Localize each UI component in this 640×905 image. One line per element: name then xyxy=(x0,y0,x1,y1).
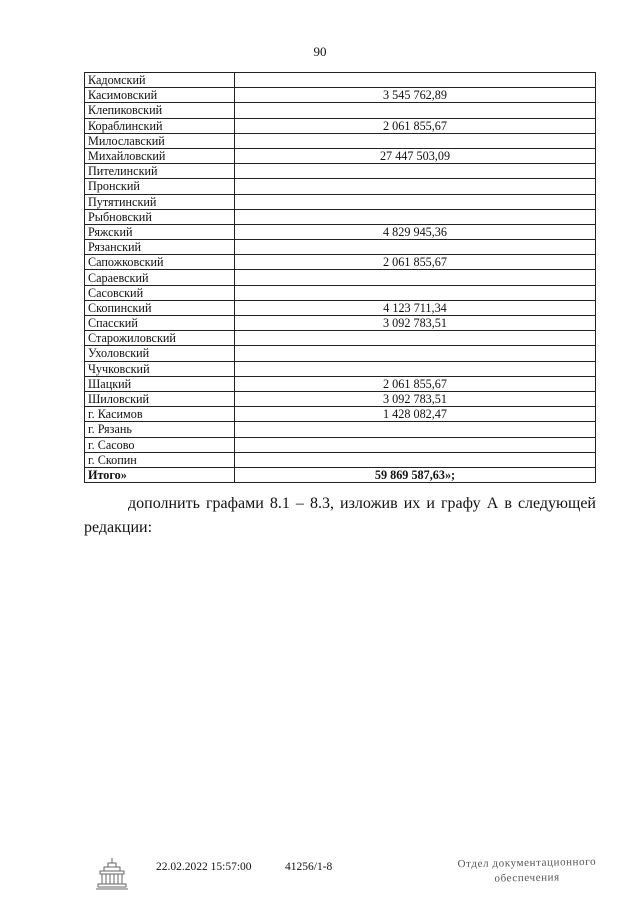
table-row xyxy=(85,88,596,103)
district-name-cell: Михайловский xyxy=(85,148,235,163)
district-name-cell: Ухоловский xyxy=(85,346,235,361)
table-body xyxy=(85,73,596,483)
department-stamp xyxy=(442,855,612,888)
district-name-cell: г. Скопин xyxy=(85,452,235,467)
amendment-paragraph xyxy=(84,492,596,540)
table-row xyxy=(85,376,596,391)
district-name-cell: Итого» xyxy=(85,467,235,482)
amount-cell: 59 869 587,63»; xyxy=(235,467,596,482)
table-row xyxy=(85,407,596,422)
amount-cell xyxy=(235,103,596,118)
paragraph-text: дополнить графами 8.1 – 8.3, изложив их и графу А в следующей редакции: xyxy=(84,495,596,536)
district-name-cell: г. Рязань xyxy=(85,422,235,437)
amount-cell: 2 061 855,67 xyxy=(235,255,596,270)
amount-cell: 27 447 503,09 xyxy=(235,148,596,163)
district-name-cell: Пронский xyxy=(85,179,235,194)
district-name-cell: Пителинский xyxy=(85,164,235,179)
amount-cell: 2 061 855,67 xyxy=(235,376,596,391)
amount-cell xyxy=(235,194,596,209)
amount-cell xyxy=(235,285,596,300)
table-row xyxy=(85,346,596,361)
district-name-cell: Старожиловский xyxy=(85,331,235,346)
table-row xyxy=(85,422,596,437)
footer-doc-number: 41256/1-8 xyxy=(285,861,333,873)
district-name-cell: Рязанский xyxy=(85,240,235,255)
district-name-cell: Чучковский xyxy=(85,361,235,376)
amount-cell xyxy=(235,361,596,376)
amount-cell xyxy=(235,179,596,194)
table-row xyxy=(85,240,596,255)
district-name-cell: Сараевский xyxy=(85,270,235,285)
table-row xyxy=(85,361,596,376)
stamp-line-1: Отдел документационного xyxy=(457,855,597,871)
stamp-line-2: обеспечения xyxy=(494,871,560,885)
district-name-cell: Ряжский xyxy=(85,224,235,239)
table-row xyxy=(85,391,596,406)
district-name-cell: Кораблинский xyxy=(85,118,235,133)
district-name-cell: Путятинский xyxy=(85,194,235,209)
table-row xyxy=(85,133,596,148)
table-row xyxy=(85,300,596,315)
footer-datetime: 22.02.2022 15:57:00 xyxy=(156,861,252,873)
district-name-cell: Кадомский xyxy=(85,73,235,88)
amount-cell xyxy=(235,240,596,255)
district-name-cell: Шиловский xyxy=(85,391,235,406)
table-row xyxy=(85,316,596,331)
table-row xyxy=(85,73,596,88)
amount-cell: 3 092 783,51 xyxy=(235,316,596,331)
district-name-cell: Клепиковский xyxy=(85,103,235,118)
table-row xyxy=(85,224,596,239)
building-emblem-icon xyxy=(92,854,132,894)
amount-cell xyxy=(235,270,596,285)
amount-cell xyxy=(235,346,596,361)
amount-cell: 2 061 855,67 xyxy=(235,118,596,133)
table-row xyxy=(85,285,596,300)
table-row xyxy=(85,437,596,452)
budget-table xyxy=(84,72,596,483)
amount-cell xyxy=(235,133,596,148)
amount-cell xyxy=(235,422,596,437)
district-name-cell: Милославский xyxy=(85,133,235,148)
amount-cell xyxy=(235,209,596,224)
amount-cell xyxy=(235,331,596,346)
district-name-cell: Касимовский xyxy=(85,88,235,103)
district-name-cell: Скопинский xyxy=(85,300,235,315)
table-row xyxy=(85,194,596,209)
table-row xyxy=(85,255,596,270)
amount-cell xyxy=(235,73,596,88)
amount-cell xyxy=(235,164,596,179)
amount-cell xyxy=(235,452,596,467)
district-name-cell: Шацкий xyxy=(85,376,235,391)
table-row xyxy=(85,331,596,346)
table-row xyxy=(85,270,596,285)
table-row xyxy=(85,209,596,224)
district-name-cell: Сасовский xyxy=(85,285,235,300)
table-row xyxy=(85,179,596,194)
district-name-cell: Рыбновский xyxy=(85,209,235,224)
district-name-cell: г. Касимов xyxy=(85,407,235,422)
page-number: 90 xyxy=(313,44,327,59)
table-row xyxy=(85,452,596,467)
district-name-cell: Сапожковский xyxy=(85,255,235,270)
amount-cell: 3 545 762,89 xyxy=(235,88,596,103)
table-row xyxy=(85,148,596,163)
amount-cell: 1 428 082,47 xyxy=(235,407,596,422)
amount-cell: 4 829 945,36 xyxy=(235,224,596,239)
amount-cell: 4 123 711,34 xyxy=(235,300,596,315)
table-row xyxy=(85,118,596,133)
amount-cell: 3 092 783,51 xyxy=(235,391,596,406)
district-name-cell: г. Сасово xyxy=(85,437,235,452)
district-name-cell: Спасский xyxy=(85,316,235,331)
table-row xyxy=(85,103,596,118)
table-row xyxy=(85,164,596,179)
table-total-row xyxy=(85,467,596,482)
amount-cell xyxy=(235,437,596,452)
